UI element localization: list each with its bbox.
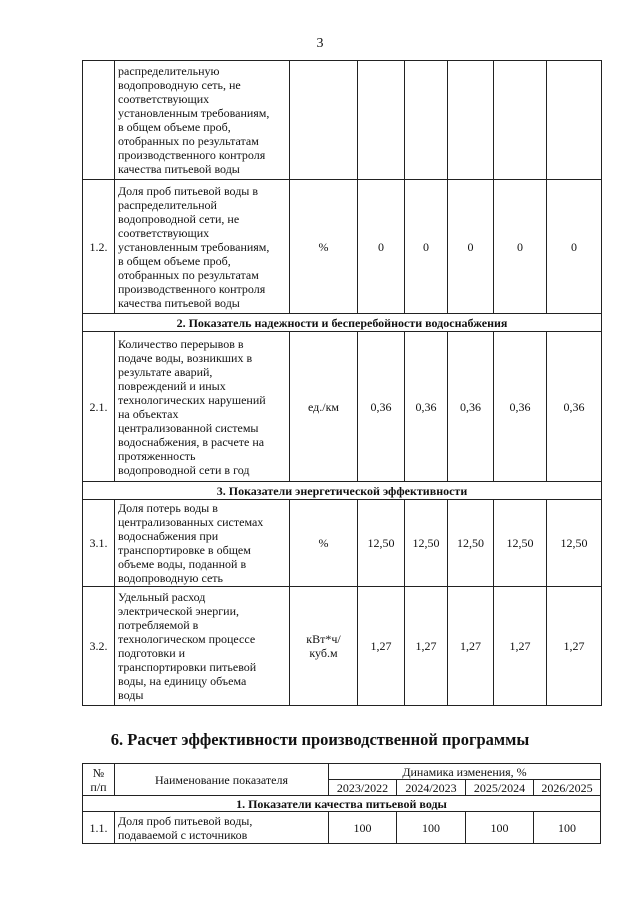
table-row bbox=[83, 61, 602, 180]
unit-cell: ед./км bbox=[290, 332, 358, 482]
value-cell: 1,27 bbox=[448, 587, 494, 706]
table-row bbox=[83, 180, 602, 314]
value-cell: 12,50 bbox=[494, 500, 547, 587]
column-header-number: № п/п bbox=[83, 764, 115, 796]
value-cell: 0 bbox=[358, 180, 405, 314]
row-number bbox=[83, 61, 115, 180]
value-cell: 100 bbox=[466, 812, 534, 844]
value-cell bbox=[547, 61, 602, 180]
value-cell: 0,36 bbox=[547, 332, 602, 482]
value-cell: 0 bbox=[405, 180, 448, 314]
table-row bbox=[83, 587, 602, 706]
value-cell bbox=[405, 61, 448, 180]
value-cell: 0,36 bbox=[405, 332, 448, 482]
value-cell: 0 bbox=[547, 180, 602, 314]
section-header-row bbox=[83, 796, 601, 812]
table-header-row bbox=[83, 764, 601, 780]
period-header: 2026/2025 bbox=[534, 780, 601, 796]
unit-cell bbox=[290, 61, 358, 180]
value-cell: 1,27 bbox=[494, 587, 547, 706]
table-row bbox=[83, 332, 602, 482]
period-header: 2024/2023 bbox=[397, 780, 466, 796]
indicator-name: Удельный расход электрической энергии, потребляемой в технологическом процессе подготовки и транспортировки питьевой воды, на единицу объема воды bbox=[115, 587, 290, 706]
section-header-row bbox=[83, 482, 602, 500]
page-number: 3 bbox=[316, 36, 324, 51]
value-cell: 1,27 bbox=[405, 587, 448, 706]
value-cell bbox=[448, 61, 494, 180]
table-row bbox=[83, 812, 601, 844]
row-number: 1.1. bbox=[83, 812, 115, 844]
row-number: 1.2. bbox=[83, 180, 115, 314]
value-cell: 1,27 bbox=[358, 587, 405, 706]
value-cell: 12,50 bbox=[448, 500, 494, 587]
indicator-name: Доля проб питьевой воды, подаваемой с источников bbox=[115, 812, 329, 844]
section-heading: 6. Расчет эффективности производственной программы bbox=[110, 730, 530, 749]
value-cell: 0,36 bbox=[358, 332, 405, 482]
unit-cell: % bbox=[290, 180, 358, 314]
value-cell: 12,50 bbox=[405, 500, 448, 587]
indicator-name: Доля проб питьевой воды в распределительной водопроводной сети, не соответствующих установленным требованиям, в общем объеме проб, отобранных по результатам производственного контроля качества питьевой воды bbox=[115, 180, 290, 314]
value-cell: 1,27 bbox=[547, 587, 602, 706]
table-row bbox=[83, 500, 602, 587]
section-title: 1. Показатели качества питьевой воды bbox=[83, 796, 601, 812]
value-cell: 12,50 bbox=[547, 500, 602, 587]
indicator-name: Количество перерывов в подаче воды, возникших в результате аварий, повреждений и иных технологических нарушений на объектах централизованной системы водоснабжения, в расчете на протяженность водопроводной сети в год bbox=[115, 332, 290, 482]
unit-cell: кВт*ч/ куб.м bbox=[290, 587, 358, 706]
value-cell: 12,50 bbox=[358, 500, 405, 587]
period-header: 2025/2024 bbox=[466, 780, 534, 796]
value-cell: 0 bbox=[494, 180, 547, 314]
period-header: 2023/2022 bbox=[329, 780, 397, 796]
section-title: 2. Показатель надежности и бесперебойности водоснабжения bbox=[83, 314, 602, 332]
value-cell: 0 bbox=[448, 180, 494, 314]
column-header-name: Наименование показателя bbox=[115, 764, 329, 796]
unit-cell: % bbox=[290, 500, 358, 587]
indicator-name: Доля потерь воды в централизованных системах водоснабжения при транспортировке в общем объеме воды, поданной в водопроводную сеть bbox=[115, 500, 290, 587]
value-cell: 100 bbox=[534, 812, 601, 844]
row-number: 3.1. bbox=[83, 500, 115, 587]
efficiency-table bbox=[82, 763, 601, 844]
section-title: 3. Показатели энергетической эффективности bbox=[83, 482, 602, 500]
indicators-table bbox=[82, 60, 602, 706]
column-header-dynamics: Динамика изменения, % bbox=[329, 764, 601, 780]
value-cell: 100 bbox=[397, 812, 466, 844]
value-cell bbox=[358, 61, 405, 180]
row-number: 2.1. bbox=[83, 332, 115, 482]
value-cell: 0,36 bbox=[448, 332, 494, 482]
row-number: 3.2. bbox=[83, 587, 115, 706]
indicator-name: распределительную водопроводную сеть, не соответствующих установленным требованиям, в общем объеме проб, отобранных по результатам производственного контроля качества питьевой воды bbox=[115, 61, 290, 180]
value-cell: 0,36 bbox=[494, 332, 547, 482]
value-cell: 100 bbox=[329, 812, 397, 844]
value-cell bbox=[494, 61, 547, 180]
section-header-row bbox=[83, 314, 602, 332]
